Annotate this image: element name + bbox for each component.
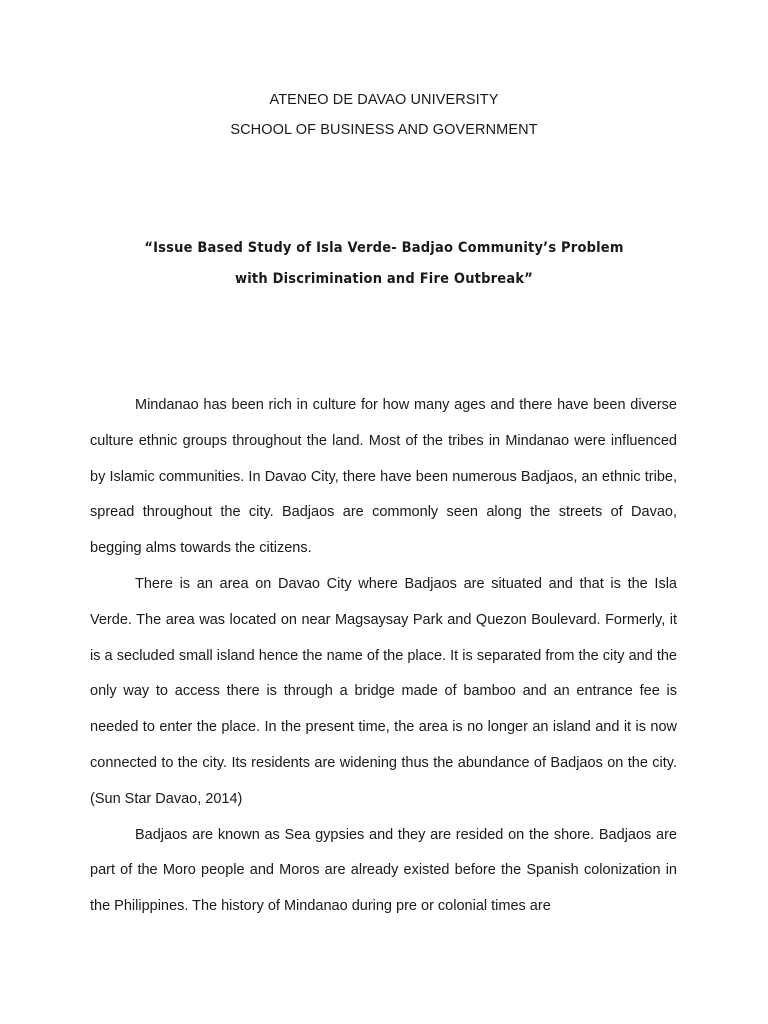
document-body bbox=[90, 388, 677, 925]
paragraph-3: Badjaos are known as Sea gypsies and they are resided on the shore. Badjaos are part of the Moro people and Moros are already existed before the Spanish colonization in the Philippines. The history of Mindanao during pre or colonial times are bbox=[90, 826, 677, 915]
university-name: ATENEO DE DAVAO UNIVERSITY bbox=[269, 92, 499, 108]
paragraph-2: There is an area on Davao City where Badjaos are situated and that is the Isla Verde. The area was located on near Magsaysay Park and Quezon Boulevard. Formerly, it is a secluded small island hence the name of the place. It is separated from the city and the only way to access there is through a bridge made of bamboo and an entrance fee is needed to enter the place. In the present time, the area is no longer an island and it is now connected to the city. Its residents are widening thus the abundance of Badjaos on the city. (Sun Star Davao, 2014) bbox=[90, 575, 677, 807]
school-name: SCHOOL OF BUSINESS AND GOVERNMENT bbox=[230, 122, 538, 138]
document-title-line-1: “Issue Based Study of Isla Verde- Badjao Community’s Problem bbox=[144, 240, 624, 256]
document-title-line-2: with Discrimination and Fire Outbreak” bbox=[235, 271, 533, 287]
paragraph-1: Mindanao has been rich in culture for how many ages and there have been diverse culture ethnic groups throughout the land. Most of the tribes in Mindanao were influenced by Islamic communities. In Davao City, there have been numerous Badjaos, an ethnic tribe, spread throughout the city. Badjaos are commonly seen along the streets of Davao, begging alms towards the citizens. bbox=[90, 397, 677, 557]
